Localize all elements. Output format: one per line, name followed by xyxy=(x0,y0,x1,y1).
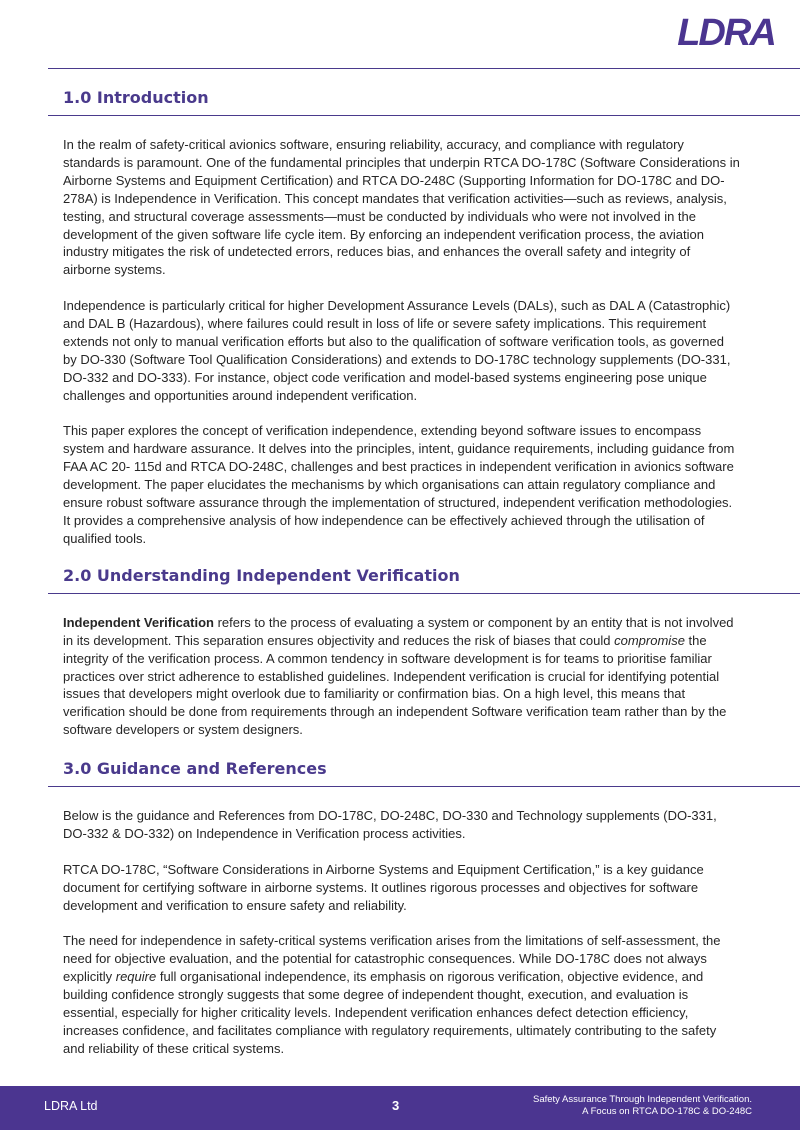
bold-term: Independent Verification xyxy=(63,614,214,630)
paragraph: In the realm of safety-critical avionics software, ensuring reliability, accuracy, and compliance with regulatory standards is paramount. One of the fundamental principles that underpin RTCA DO-178C (Software Considerations in Airborne Systems and Equipment Certification) and RTCA DO-248C (Supporting Information for DO-178C and DO-278A) is Independence in Verification. This concept mandates that verification activities—such as reviews, analysis, testing, and structural coverage assessments—must be conducted by individuals who were not involved in the development of the given software life cycle item. By enforcing an independent verification process, the aviation industry mitigates the risk of undetected errors, reduces bias, and enhances the overall safety and integrity of airborne systems. xyxy=(63,137,740,278)
italic-term: require xyxy=(115,969,157,985)
logo-text: LDRA xyxy=(677,12,775,52)
section-introduction xyxy=(63,88,740,548)
page-number: 3 xyxy=(392,1098,400,1113)
section-divider xyxy=(48,786,800,787)
paragraph: The need for independence in safety-critical systems verification arises from the limitations of self-assessment, the need for objective evaluation, and the potential for catastrophic consequences. While DO-178C does not always explicitly require full organisational independence, its emphasis on rigorous verification, objective evidence, and building confidence strongly suggests that some degree of independent thought, execution, and evaluation is essential, especially for higher criticality levels. Independent verification enhances defect detection efficiency, increases confidence, and facilitates compliance with regulatory requirements, ultimately contributing to the safety and reliability of these critical systems. xyxy=(63,933,721,1056)
section-title: 2.0 Understanding Independent Verification xyxy=(63,565,460,585)
paragraph: Below is the guidance and References from DO-178C, DO-248C, DO-330 and Technology supplements (DO-331, DO-332 & DO-332) on Independence in Verification process activities. xyxy=(63,808,717,842)
header-divider xyxy=(48,68,800,69)
section-guidance xyxy=(63,759,740,1058)
section-divider xyxy=(48,593,800,594)
paragraph: RTCA DO-178C, “Software Considerations in Airborne Systems and Equipment Certification,” is a key guidance document for certifying software in airborne systems. It outlines rigorous processes and objectives for software development and verification to ensure safety and reliability. xyxy=(63,861,704,913)
document-body xyxy=(63,88,740,1058)
paragraph: Independence is particularly critical for higher Development Assurance Levels (DALs), such as DAL A (Catastrophic) and DAL B (Hazardous), where failures could result in loss of life or severe safety implications. This requirement extends not only to manual verification efforts but also to the qualification of software verification tools, as governed by DO-330 (Software Tool Qualification Considerations) and extends to DO-178C technology supplements (DO-331, DO-332 and DO-333). For instance, object code verification and model-based systems engineering pose unique challenges and opportunities around independent verification. xyxy=(63,298,731,403)
section-title: 1.0 Introduction xyxy=(63,88,209,107)
footer-company: LDRA Ltd xyxy=(44,1099,98,1113)
page-footer xyxy=(0,1086,800,1130)
italic-term: compromise xyxy=(614,632,685,648)
footer-doc-title: Safety Assurance Through Independent Verification. A Focus on RTCA DO-178C & DO-248C xyxy=(532,1094,752,1117)
ldra-logo xyxy=(676,12,776,52)
paragraph: This paper explores the concept of verification independence, extending beyond software issues to encompass system and hardware assurance. It delves into the principles, intent, guidance requirements, including guidance from FAA AC 20- 115d and RTCA DO-248C, challenges and best practices in independent verification in avionics software development. The paper elucidates the mechanisms by which organisations can attain regulatory compliance and ensure robust software assurance through the implementation of structured, independent verification methodologies. It provides a comprehensive analysis of how independence can be effectively achieved through the utilisation of qualified tools. xyxy=(63,423,735,546)
section-title: 3.0 Guidance and References xyxy=(63,759,327,779)
paragraph: Independent Verification refers to the process of evaluating a system or component by an entity that is not involved in its development. This separation ensures objectivity and reduces the risk of biases that could compromise the integrity of the verification process. A common tendency in software development is for teams to prioritise familiar practices over strict adherence to established guidelines. Independent verification is crucial for identifying potential issues that developers might overlook due to familiarity or confirmation bias. On a high level, this means that verification should be done from requirements through an independent Software verification team rather than by the software developers or system designers. xyxy=(63,614,734,738)
section-understanding xyxy=(63,566,740,739)
section-divider xyxy=(48,115,800,116)
